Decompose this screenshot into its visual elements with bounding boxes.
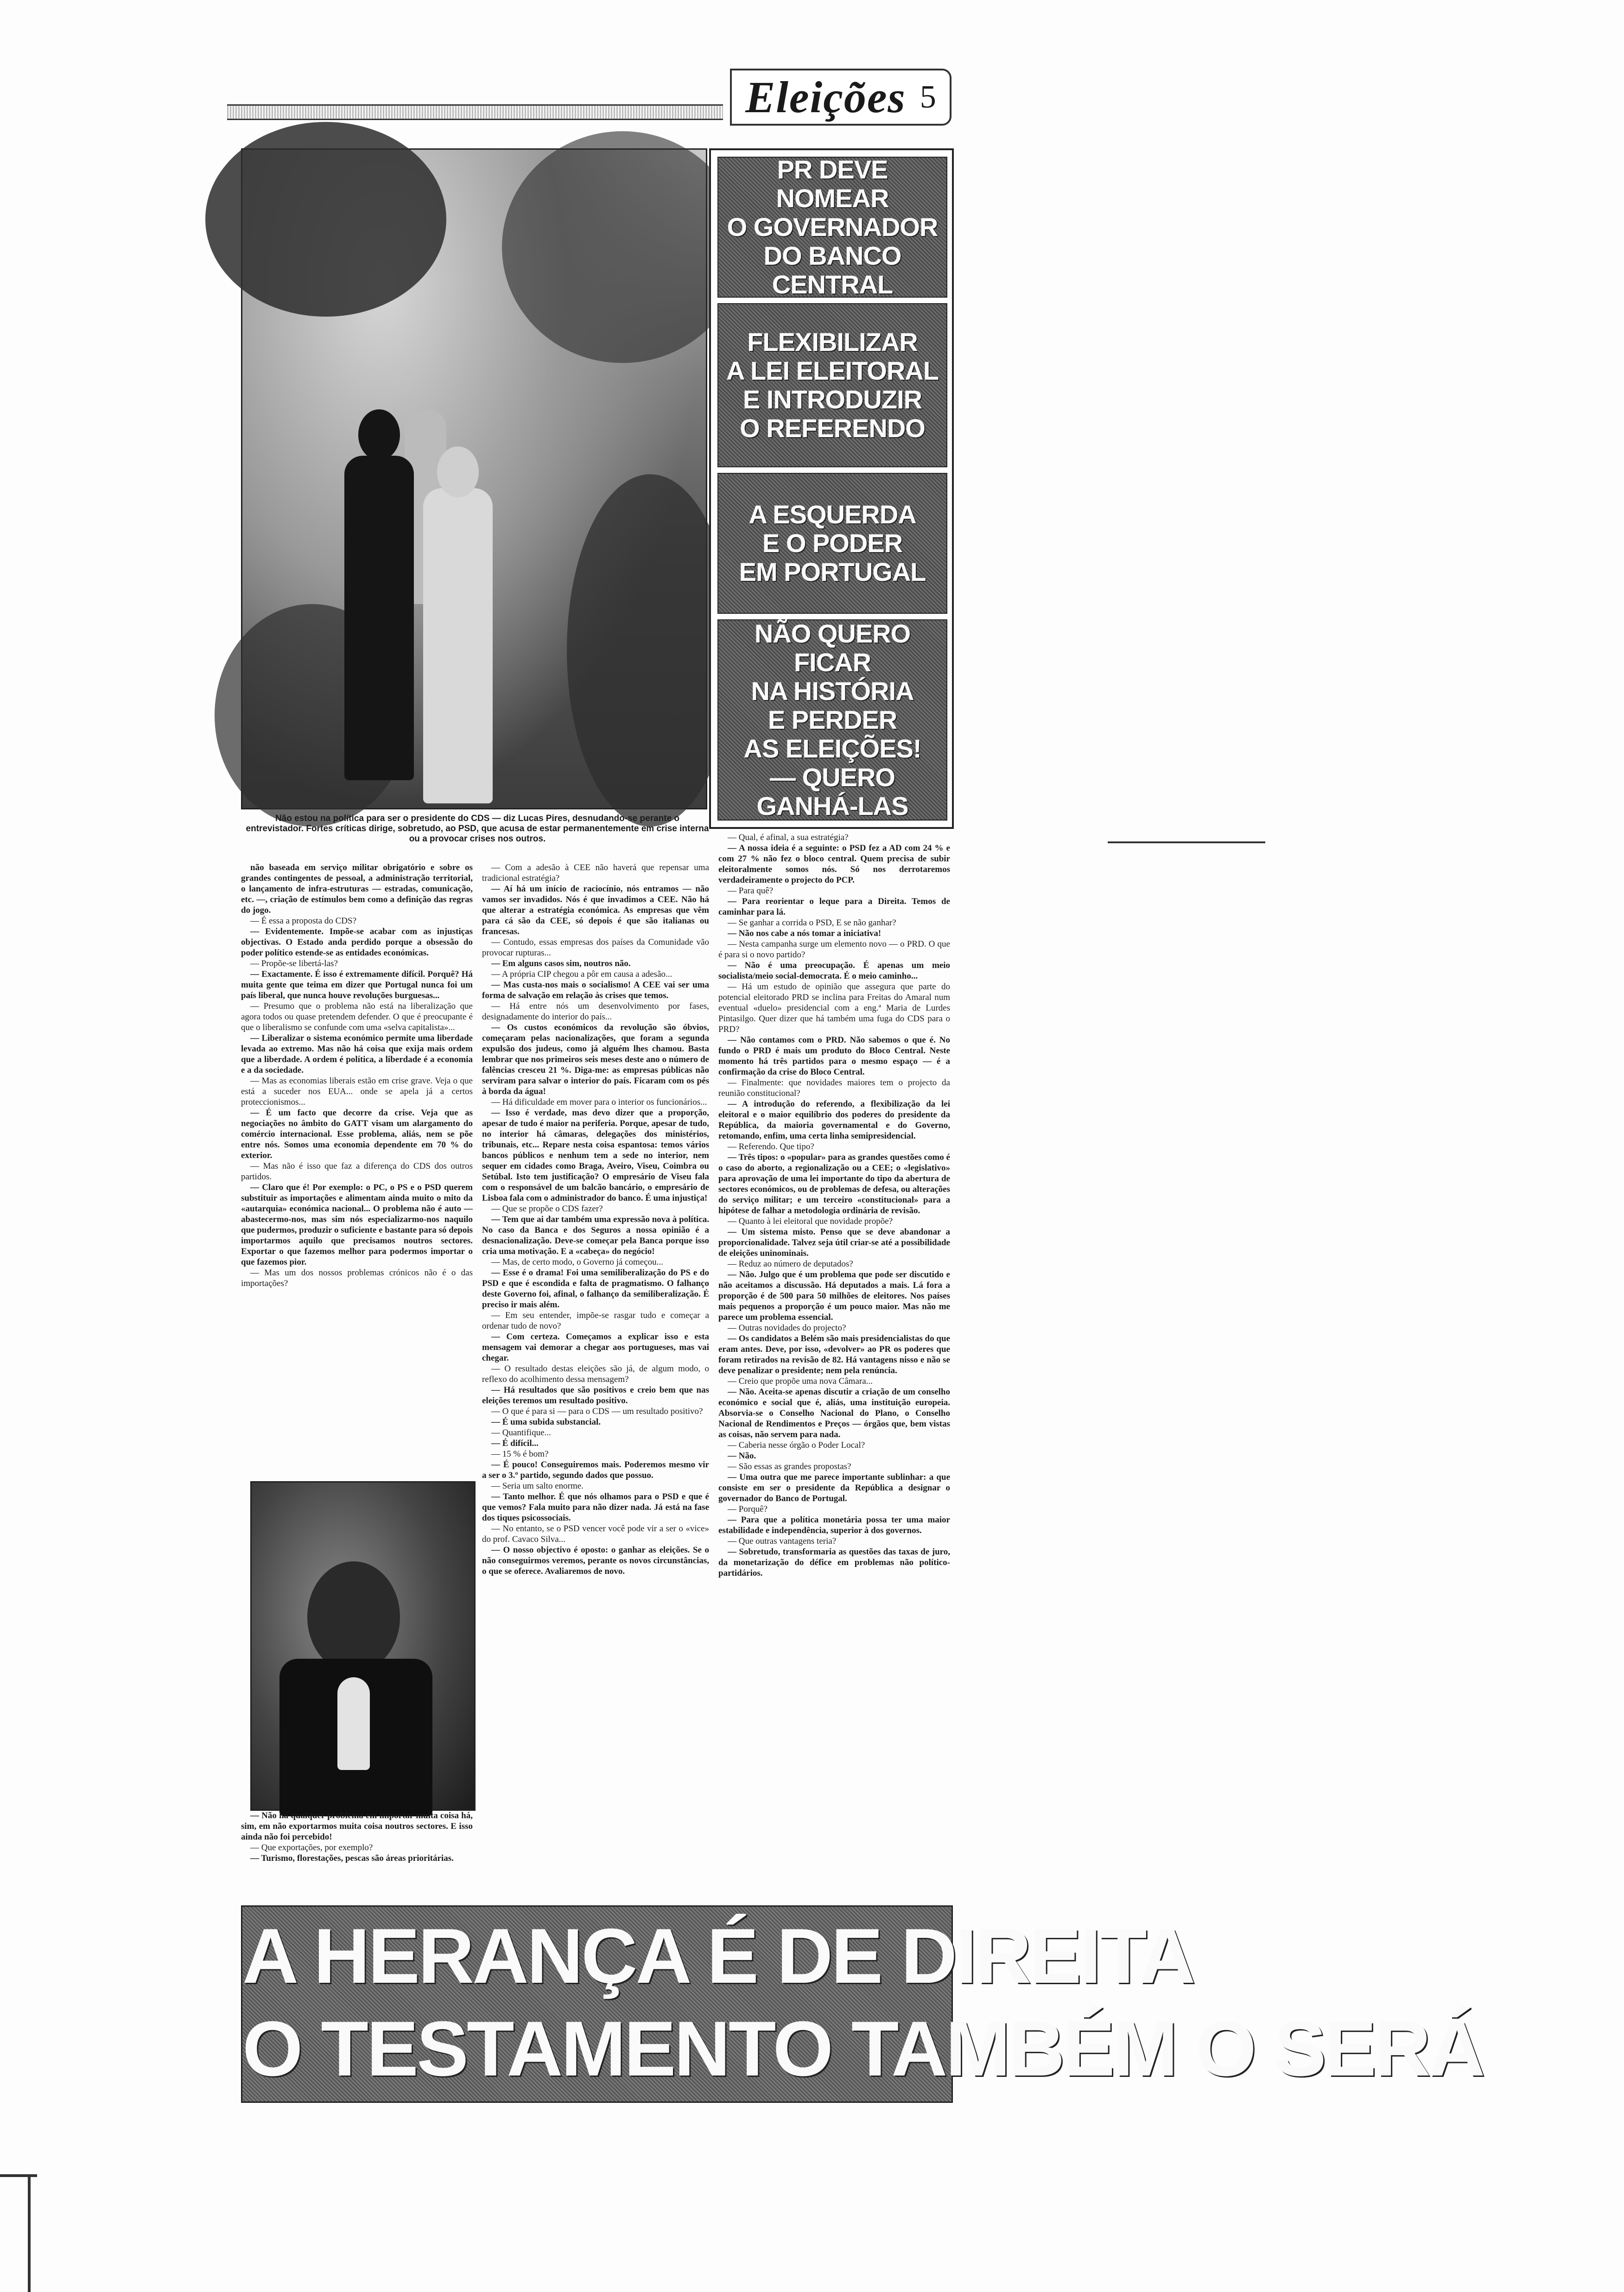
article-paragraph: — Liberalizar o sistema económico permite uma liberdade levada ao extremo. Mas não há coisa que exija mais ordem que a liberdade. A ordem é política, a liberdade é a economia e a da sociedade. <box>241 1033 473 1075</box>
article-paragraph: — É um facto que decorre da crise. Veja que as negociações no âmbito do GATT visam um alargamento do comércio internacional. Esse problema, aliás, nem se põe entre nós. Somos uma economia dependente em 70 % do exterior. <box>241 1108 473 1160</box>
article-paragraph: — Propõe-se libertá-las? <box>250 959 338 968</box>
article-paragraph: — Há dificuldade em mover para o interior os funcionários... <box>491 1097 707 1107</box>
article-paragraph: — 15 % é bom? <box>491 1449 549 1459</box>
article-paragraph: — É difícil... <box>491 1439 539 1448</box>
scan-mark <box>0 2174 37 2177</box>
article-paragraph: — Quanto à lei eleitoral que novidade propõe? <box>728 1216 893 1226</box>
article-paragraph: — Evidentemente. Impõe-se acabar com as injustiças objectivas. O Estado anda perdido porque a obsessão do poder político estende-se as entidades económicas. <box>241 927 473 958</box>
article-paragraph: — O nosso objectivo é oposto: o ganhar as eleições. Se o não conseguirmos veremos, perante os novos circunstâncias, o que se oferece. Avaliaremos de novo. <box>482 1545 709 1576</box>
article-paragraph: — A nossa ideia é a seguinte: o PSD fez a AD com 24 % e com 27 % não fez o bloco central. Quem precisa de subir eleitoralmente somos nós. Só nos derrotaremos verdadeiramente o projecto do PCP. <box>718 843 950 885</box>
banner-line-1: A HERANÇA É DE DIREITA <box>242 1912 1194 1999</box>
article-paragraph: — Um sistema misto. Penso que se deve abandonar a proporcionalidade. Talvez seja útil criar-se até a possibilidade de eleições uninominais. <box>718 1227 950 1258</box>
article-paragraph: — Não. <box>728 1451 756 1461</box>
page-number: 5 <box>920 79 936 115</box>
article-paragraph: — Não é uma preocupação. É apenas um meio socialista/meio social-democrata. É o meio caminho... <box>718 961 950 981</box>
article-paragraph: — Mas custa-nos mais o socialismo! A CEE vai ser uma forma de salvação em relação às crises que temos. <box>482 980 709 1000</box>
article-paragraph: — Que outras vantagens teria? <box>728 1536 837 1546</box>
article-paragraph: — Que exportações, por exemplo? <box>250 1843 373 1853</box>
section-title: Eleições <box>745 72 906 122</box>
article-paragraph: — Em alguns casos sim, noutros não. <box>491 959 631 968</box>
article-paragraph: — Se ganhar a corrida o PSD, E se não ganhar? <box>728 918 896 928</box>
scan-mark <box>28 2174 31 2292</box>
article-paragraph: — Não. Aceita-se apenas discutir a criação de um conselho económico e social que é, aliás, uma instituição europeia. Absorvia-se o Conselho Nacional do Plano, o Conselho Nacional de Rendimentos e Preços — órgãos que, bem vistas as coisas, não servem para nada. <box>718 1387 950 1439</box>
headline-box <box>717 303 947 467</box>
headline-box <box>717 473 947 614</box>
scan-mark <box>1108 841 1265 843</box>
article-paragraph: — Uma outra que me parece importante sublinhar: a que consiste em ser o presidente da República a designar o governador do Banco de Portugal. <box>718 1472 950 1503</box>
article-paragraph: — No entanto, se o PSD vencer você pode vir a ser o «vice» do prof. Cavaco Silva... <box>482 1524 709 1544</box>
article-paragraph: — Para quê? <box>728 886 774 896</box>
article-paragraph: — O resultado destas eleições são já, de algum modo, o reflexo do acolhimento dessa mensagem? <box>482 1364 709 1384</box>
article-paragraph: — Sobretudo, transformaria as questões das taxas de juro, da monetarização do défice em problemas não político-partidários. <box>718 1547 950 1578</box>
article-paragraph: — Exactamente. É isso é extremamente difícil. Porquê? Há muita gente que teima em dizer que Portugal nunca foi um país liberal, que nunca houve revoluções burguesas... <box>241 969 473 1000</box>
article-paragraph: — Mas um dos nossos problemas crónicos não é o das importações? <box>241 1268 473 1288</box>
article-column-2 <box>482 862 709 1577</box>
article-paragraph: — Creio que propõe uma nova Câmara... <box>728 1376 873 1386</box>
person-silhouette <box>344 456 414 780</box>
article-paragraph: — Qual, é afinal, a sua estratégia? <box>728 833 849 842</box>
article-paragraph: — Em seu entender, impõe-se rasgar tudo e começar a ordenar tudo de novo? <box>482 1311 709 1331</box>
article-paragraph: — Quantifique... <box>491 1428 551 1438</box>
article-paragraph: — Para reorientar o leque para a Direita. Temos de caminhar para lá. <box>718 897 950 917</box>
headline-text: A ESQUERDA E O PODER EM PORTUGAL <box>739 500 926 586</box>
article-column-1-continued <box>241 1810 473 1864</box>
header-rule <box>227 104 723 120</box>
portrait-photo <box>250 1481 476 1811</box>
headline-column <box>709 148 954 829</box>
section-header <box>730 69 952 126</box>
article-paragraph: — Mas, de certo modo, o Governo já começou... <box>491 1257 663 1267</box>
article-paragraph: — Isso é verdade, mas devo dizer que a proporção, apesar de tudo é maior na periferia. Porque, apesar de tudo, no interior há câmaras, delegações dos ministérios, tribunais, etc... Repare nesta coisa espantosa: temos vários bancos públicos e nenhum tem a sede no interior, nem sequer em cidades como Braga, Aveiro, Viseu, Coimbra ou Setúbal. Isto tem justificação? O empresário de Viseu fala com o responsável de um balcão bancário, o empresário de Lisboa fala com o administrador do banco. É uma injustiça! <box>482 1108 709 1203</box>
article-paragraph: — Não contamos com o PRD. Não sabemos o que é. No fundo o PRD é mais um produto do Bloco Central. Neste momento há três partidos para o mesmo espaço — é a confirmação da crise do Bloco Central. <box>718 1035 950 1077</box>
article-column-3 <box>718 832 950 1579</box>
article-paragraph: — Que se propõe o CDS fazer? <box>491 1204 603 1214</box>
article-paragraph: — Para que a política monetária possa ter uma maior estabilidade e independência, superior à dos governos. <box>718 1515 950 1535</box>
article-paragraph: — Referendo. Que tipo? <box>728 1142 814 1152</box>
headline-box <box>717 157 947 298</box>
article-paragraph: — É uma subida substancial. <box>491 1417 601 1427</box>
banner-line-2: O TESTAMENTO TAMBÉM O SERÁ <box>242 2005 1484 2092</box>
headline-box <box>717 619 947 821</box>
headline-text: FLEXIBILIZAR A LEI ELEITORAL E INTRODUZIR O REFERENDO <box>726 327 939 443</box>
article-paragraph: — Com certeza. Começamos a explicar isso e esta mensagem vai demorar a chegar aos portugueses, mas vai chegar. <box>482 1332 709 1363</box>
article-paragraph: não baseada em serviço militar obrigatório e sobre os grandes contingentes de pessoal, a administração territorial, o lançamento de infra-estruturas — estradas, comunicação, etc. —, criação de estímulos bem como a definição das regras do jogo. <box>241 863 473 915</box>
article-paragraph: — Presumo que o problema não está na liberalização que agora todos ou quase pretendem defender. O que é preocupante é que o liberalismo se confunde com uma «selva capitalista»... <box>241 1001 473 1032</box>
headline-text: PR DEVE NOMEAR O GOVERNADOR DO BANCO CENTRAL <box>727 155 938 299</box>
article-paragraph: — Contudo, essas empresas dos países da Comunidade vão provocar rupturas... <box>482 937 709 958</box>
article-paragraph: — É pouco! Conseguiremos mais. Poderemos mesmo vir a ser o 3.º partido, segundo dados que possuo. <box>482 1460 709 1480</box>
article-paragraph: — Nesta campanha surge um elemento novo — o PRD. O que é para si o novo partido? <box>718 939 950 960</box>
article-paragraph: — Caberia nesse órgão o Poder Local? <box>728 1440 865 1450</box>
article-paragraph: — Três tipos: o «popular» para as grandes questões como é o caso do aborto, a regionalização ou a CEE; o «legislativo» para aprovação de uma lei importante do tipo da abertura de sectores económicos, ou de problemas de defesa, ou alterações do serviço militar; e um terceiro «constitucional» para a hipótese de falhar a metodologia ordinária de revisão. <box>718 1152 950 1216</box>
article-paragraph: — São essas as grandes propostas? <box>728 1462 851 1471</box>
article-paragraph: — Mas as economias liberais estão em crise grave. Veja o que está a suceder nos EUA... onde se apela já a certos proteccionismos... <box>241 1076 473 1107</box>
article-paragraph: — Os custos económicos da revolução são óbvios, começaram pelas nacionalizações, que foram a segunda expulsão dos judeus, como já alguém lhes chamou. Basta lembrar que nos primeiros seis meses deste ano o número de falências cresceu 21 %. Diga-me: as empresas públicas não serviram para salvar o interior do país. Ficaram com os pés à borda da água! <box>482 1023 709 1096</box>
article-paragraph: — Seria um salto enorme. <box>491 1481 584 1491</box>
article-paragraph: — Finalmente: que novidades maiores tem o projecto da reunião constitucional? <box>718 1078 950 1098</box>
article-paragraph: — Mas não é isso que faz a diferença do CDS dos outros partidos. <box>241 1161 473 1182</box>
article-paragraph: — Tanto melhor. É que nós olhamos para o PSD e que é que vemos? Fala muito para não dizer nada. Já está na fase dos tiques psicossociais. <box>482 1492 709 1523</box>
article-paragraph: — Os candidatos a Belém são mais presidencialistas do que eram antes. Deve, por isso, «devolver» ao PR os poderes que foram retirados na revisão de 82. Há vantagens nisso e não se deve penalizar o presidente; nem pela renúncia. <box>718 1334 950 1375</box>
article-paragraph: — Outras novidades do projecto? <box>728 1323 846 1333</box>
article-column-1 <box>241 862 473 1289</box>
bottom-headline-banner <box>241 1905 1484 2103</box>
article-paragraph: — Não há qualquer problema em importar muita coisa há, sim, em não exportarmos muita coisa noutros sectores. E isso ainda não foi percebido! <box>241 1811 473 1842</box>
article-paragraph: — A própria CIP chegou a pôr em causa a adesão... <box>491 969 672 979</box>
article-paragraph: — Tem que ai dar também uma expressão nova à política. No caso da Banca e dos Seguros a nossa opinião é a desnacionalização. Deve-se começar pela Banca porque isso cria uma motivação. E a «cabeça» do negócio! <box>482 1215 709 1256</box>
person-silhouette <box>423 488 493 803</box>
article-paragraph: — O que é para si — para o CDS — um resultado positivo? <box>491 1407 703 1416</box>
article-paragraph: — A introdução do referendo, a flexibilização da lei eleitoral e o maior equilíbrio dos poderes do presidente da República, da maioria governamental e do Governo, retomando, enfim, uma certa linha semipresidencial. <box>718 1099 950 1141</box>
article-paragraph: — Claro que é! Por exemplo: o PC, o PS e o PSD querem substituir as importações e alimentam ainda muito o mito da «autarquia» económica nacional... O problema não é auto — abastecermo-nos, mas sim nós especializarmo-nos naquilo que pudermos, produzir o suficiente e bastante para só depois importarmos aquilo que precisamos noutros sectores. Exportar o que fazemos melhor para podermos importar o que fazemos pior. <box>241 1183 473 1267</box>
headline-text: NÃO QUERO FICAR NA HISTÓRIA E PERDER AS ELEIÇÕES! — QUERO GANHÁ-LAS <box>743 619 921 821</box>
article-paragraph: — Há um estudo de opinião que assegura que parte do potencial eleitorado PRD se inclina para Freitas do Amaral num eventual «duelo» presidencial com a eng.ª Maria de Lurdes Pintasilgo. Quer dizer que há também uma fuga do CDS para o PRD? <box>718 982 950 1034</box>
article-paragraph: — Turismo, florestações, pescas são áreas prioritárias. <box>250 1853 454 1863</box>
article-paragraph: — Porquê? <box>728 1504 768 1514</box>
main-photo <box>241 148 707 809</box>
article-paragraph: — Com a adesão à CEE não haverá que repensar uma tradicional estratégia? <box>482 863 709 883</box>
article-paragraph: — É essa a proposta do CDS? <box>250 916 357 926</box>
article-paragraph: — Há resultados que são positivos e creio bem que nas eleições teremos um resultado positivo. <box>482 1385 709 1406</box>
article-paragraph: — Não nos cabe a nós tomar a iniciativa! <box>728 929 882 938</box>
article-paragraph: — Reduz ao número de deputados? <box>728 1259 853 1269</box>
article-paragraph: — Há entre nós um desenvolvimento por fases, designadamente do interior do país... <box>482 1001 709 1022</box>
photo-caption: Não estou na política para ser o presidente do CDS — diz Lucas Pires, desnudando-se perante o entrevistador. Fortes críticas dirige, sobretudo, ao PSD, que acusa de estar permanentemente em crise interna ou a provocar crises nos outros. <box>246 814 709 844</box>
article-paragraph: — Aí há um início de raciocínio, nós entramos — não vamos ser invadidos. Nós é que invadimos a CEE. Não há que alterar a estratégia económica. As empresas que vêm para cá são da CEE, só depois é que são italianas ou francesas. <box>482 884 709 936</box>
article-paragraph: — Esse é o drama! Foi uma semiliberalização do PS e do PSD e que é escondida e falta de pragmatismo. O falhanço deste Governo foi, afinal, o falhanço da semiliberalização. É preciso ir mais além. <box>482 1268 709 1310</box>
article-paragraph: — Não. Julgo que é um problema que pode ser discutido e não aceitamos a discussão. Há deputados a mais. Lá fora a proporção é de 500 para 50 milhões de eleitores. Nos países mais pequenos a proporção é um pouco maior. Mas não me parece um problema essencial. <box>718 1270 950 1322</box>
